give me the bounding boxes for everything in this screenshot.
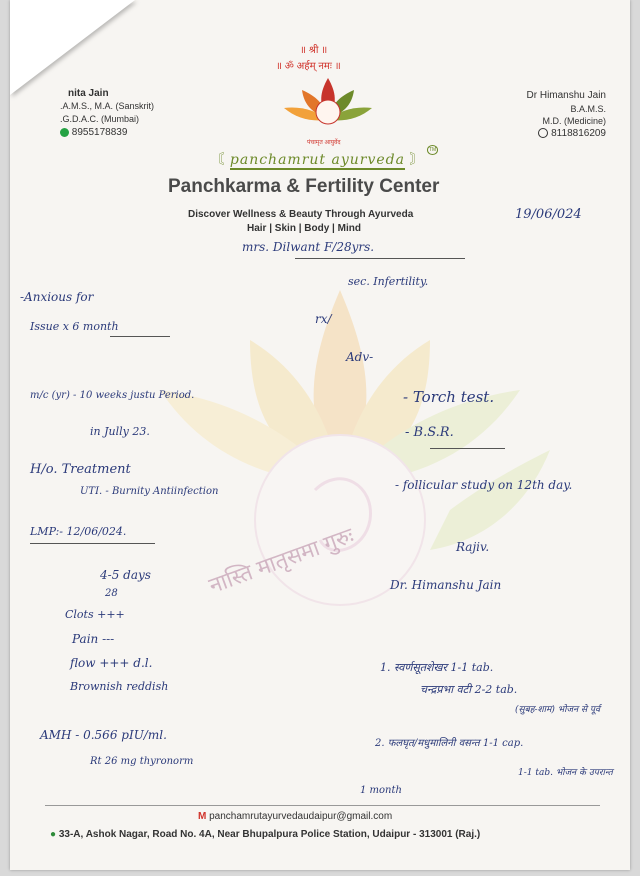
rx-line: चन्द्रप्रभा वटी 2-2 tab. (420, 683, 518, 696)
right-doctor-phone-row (446, 128, 606, 139)
rx-symbol: rx/ (315, 312, 332, 326)
invocation-arham: ॥ ॐ अर्हम् नमः ॥ (276, 61, 341, 72)
note-line: Pain --- (72, 632, 115, 646)
left-doctor-phone-row (60, 127, 127, 138)
clinic-name: Panchkarma & Fertility Center (168, 176, 440, 197)
rx-line: 2. फलघृत/मधुमालिनी वसन्त 1-1 cap. (375, 738, 524, 749)
prescription-page (10, 0, 630, 870)
gmail-icon: M (198, 811, 207, 822)
right-doctor-name: Dr Himanshu Jain (526, 90, 606, 101)
brand-name: 〘 panchamrut ayurveda 〙 (210, 151, 425, 168)
phone-icon (538, 128, 548, 138)
left-doctor-name: nita Jain (68, 88, 109, 99)
note-line: LMP:- 12/06/024. (30, 525, 127, 538)
complaint-handwritten: sec. Infertility. (348, 275, 429, 288)
note-line: 4-5 days (100, 568, 151, 582)
note-line: flow +++ d.l. (70, 656, 153, 670)
note-line: 28 (105, 588, 118, 599)
note-line: Rt 26 mg thyronorm (90, 756, 194, 767)
advice-item: - Torch test. (403, 388, 495, 406)
note-line: -Anxious for (20, 290, 94, 304)
whatsapp-icon (60, 128, 69, 137)
lotus-logo (280, 74, 376, 140)
tagline: Discover Wellness & Beauty Through Ayurveda (188, 209, 414, 220)
note-line: AMH - 0.566 pIU/ml. (40, 728, 167, 742)
left-doctor-phone: 8955178839 (71, 127, 128, 138)
watermark-text: नास्ति मातृसमा गुरुः (205, 522, 357, 599)
note-line: in Jully 23. (90, 425, 150, 438)
signature: Rajiv. (456, 540, 490, 554)
brand-text: panchamrut ayurveda (229, 152, 405, 168)
trademark-mark: TM (429, 147, 437, 153)
left-doctor-qual1: .A.M.S., M.A. (Sanskrit) (60, 101, 155, 111)
invocation-shri: ॥ श्री ॥ (300, 45, 328, 56)
footer-email-row (198, 811, 392, 822)
logo-subtext: पंचामृत आयुर्वेद (307, 140, 341, 146)
note-line: m/c (yr) - 10 weeks justu Period. (30, 390, 195, 401)
left-doctor-qual2: .G.D.A.C. (Mumbai) (60, 114, 140, 124)
rx-line: 1. स्वर्णसूतशेखर 1-1 tab. (380, 661, 494, 674)
rx-line: 1-1 tab. भोजन के उपरान्त (518, 768, 613, 778)
footer-address: 33-A, Ashok Nagar, Road No. 4A, Near Bhupalpura Police Station, Udaipur - 313001 (Raj.) (58, 829, 481, 840)
rx-line: (सुबह-शाम) भोजन से पूर्व (515, 705, 601, 715)
note-line: H/o. Treatment (30, 462, 131, 477)
note-line: UTI. - Burnity Antiinfection (80, 486, 219, 497)
footer-address-row (50, 829, 480, 840)
advice-item: - B.S.R. (405, 425, 454, 440)
right-doctor-block (446, 90, 606, 139)
watermark-lotus (130, 250, 550, 610)
note-line: Clots +++ (65, 608, 125, 621)
advice-label: Adv- (346, 350, 374, 364)
right-doctor-qual1: B.A.M.S. (570, 104, 606, 114)
doctor-signature-name: Dr. Himanshu Jain (390, 578, 502, 592)
note-line: Brownish reddish (70, 680, 169, 693)
rx-line: 1 month (360, 785, 402, 796)
services-line: Hair | Skin | Body | Mind (247, 223, 361, 234)
right-doctor-phone: 8118816209 (551, 128, 606, 139)
advice-item: - follicular study on 12th day. (395, 478, 573, 492)
location-pin-icon: ● (50, 829, 57, 840)
note-line: Issue x 6 month (30, 320, 119, 333)
right-doctor-qual2: M.D. (Medicine) (542, 116, 606, 126)
folded-corner (10, 0, 135, 95)
date-handwritten: 19/06/024 (515, 207, 582, 222)
footer-email: panchamrutayurvedaudaipur@gmail.com (209, 811, 393, 822)
patient-handwritten: mrs. Dilwant F/28yrs. (242, 240, 375, 254)
